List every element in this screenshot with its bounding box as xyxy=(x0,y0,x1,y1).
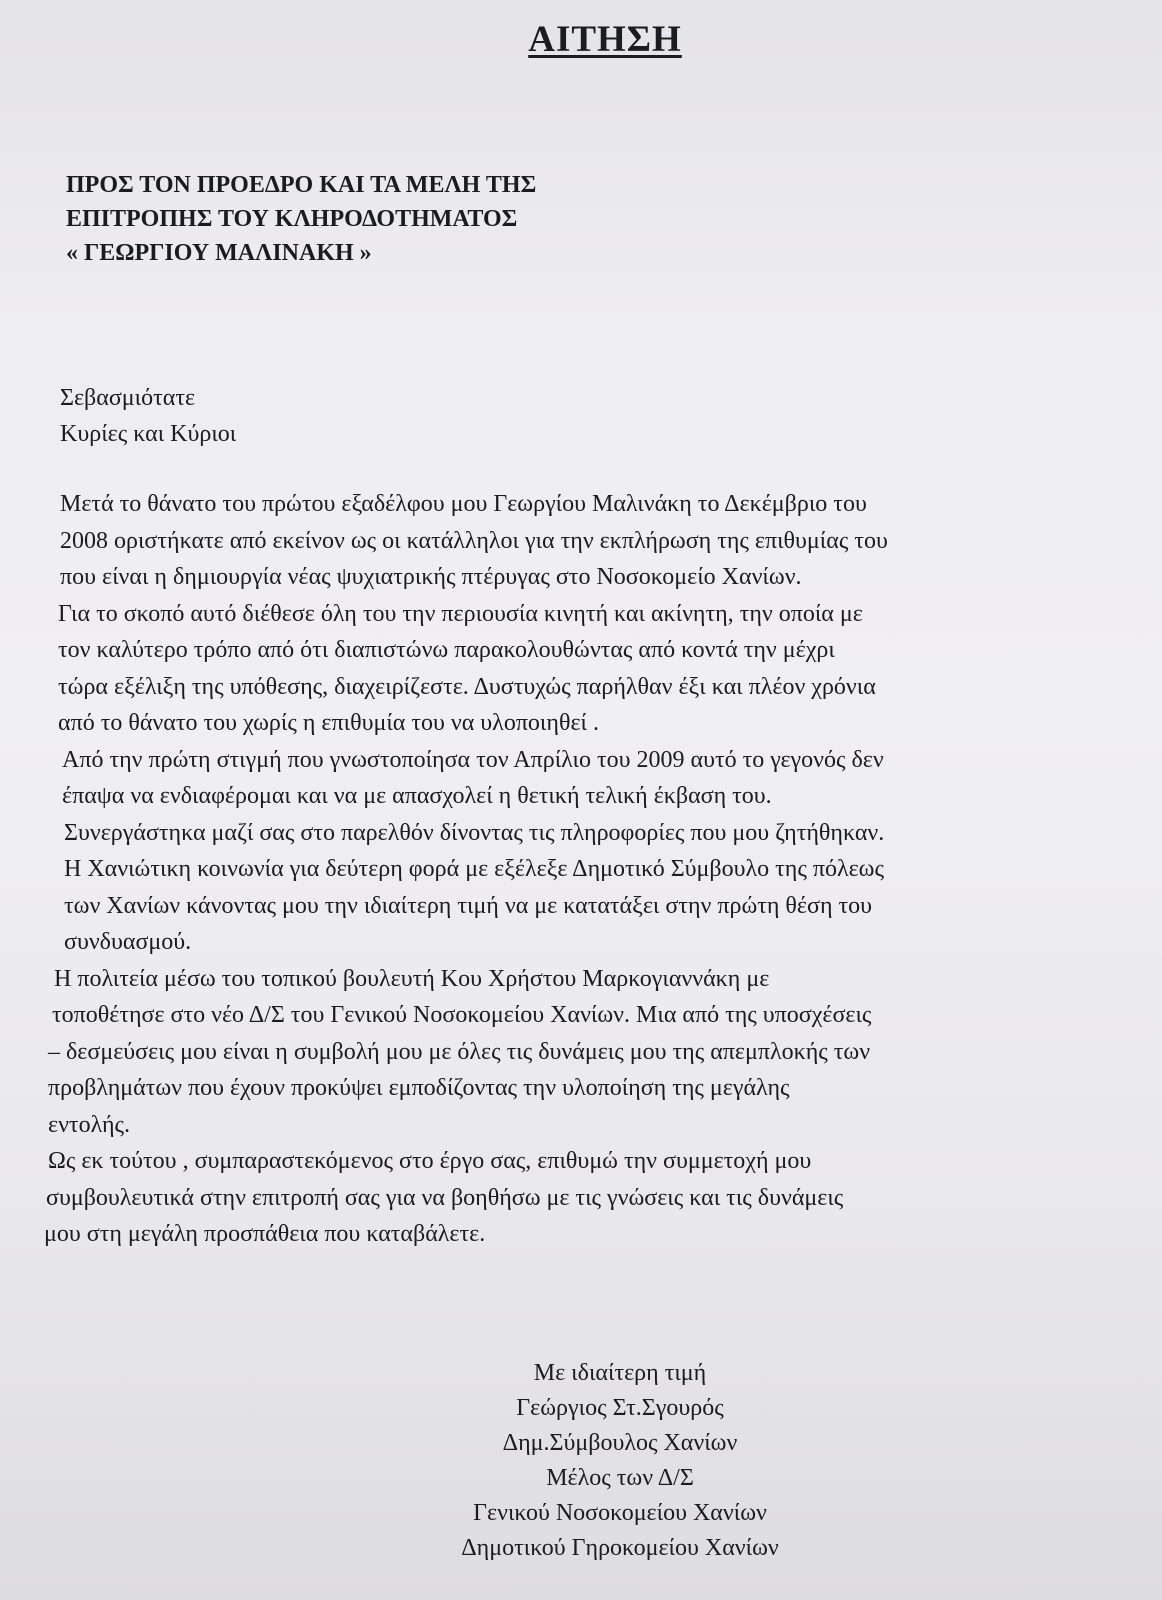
recipient-line: « ΓΕΩΡΓΙΟΥ ΜΑΛΙΝΑΚΗ » xyxy=(66,240,372,266)
body-line: Από την πρώτη στιγμή που γνωστοποίησα τον Απρίλιο του 2009 αυτό το γεγονός δεν xyxy=(62,746,884,773)
body-line: εντολής. xyxy=(48,1111,131,1138)
signer-name: Γεώργιος Στ.Σγουρός xyxy=(516,1395,724,1421)
signer-title: Δημοτικού Γηροκομείου Χανίων xyxy=(461,1535,779,1561)
body-line: που είναι η δημιουργία νέας ψυχιατρικής πτέρυγας στο Νοσοκομείο Χανίων. xyxy=(60,564,802,590)
salutation-line: Σεβασμιότατε xyxy=(60,385,196,411)
document-title: ΑΙΤΗΣΗ xyxy=(528,19,682,60)
body-line: 2008 οριστήκατε από εκείνον ως οι κατάλληλοι για την εκπλήρωση της επιθυμίας του xyxy=(60,527,888,554)
body-line: από το θάνατο του χωρίς η επιθυμία του να υλοποιηθεί . xyxy=(58,710,599,736)
body-line: Συνεργάστηκα μαζί σας στο παρελθόν δίνοντας τις πληροφορίες που μου ζητήθηκαν. xyxy=(64,819,885,846)
body-line: – δεσμεύσεις μου είναι η συμβολή μου με όλες τις δυνάμεις μου της απεμπλοκής των xyxy=(48,1038,871,1065)
body-line: τώρα εξέλιξη της υπόθεσης, διαχειρίζεστε. Δυστυχώς παρήλθαν έξι και πλέον χρόνια xyxy=(58,673,876,700)
body-line: προβλημάτων που έχουν προκύψει εμποδίζοντας την υλοποίηση της μεγάλης xyxy=(48,1075,790,1101)
signer-title: Μέλος των Δ/Σ xyxy=(546,1465,694,1491)
body-line: Για το σκοπό αυτό διέθεσε όλη του την περιουσία κινητή και ακίνητη, την οποία με xyxy=(58,600,863,627)
closing-line: Με ιδιαίτερη τιμή xyxy=(533,1360,707,1386)
body-line: έπαψα να ενδιαφέρομαι και να με απασχολεί η θετική τελική έκβαση του. xyxy=(62,783,772,809)
body-line: συμβουλευτικά στην επιτροπή σας για να βοηθήσω με τις γνώσεις και τις δυνάμεις xyxy=(46,1184,844,1211)
body-line: συνδυασμού. xyxy=(64,929,192,955)
body-line: μου στη μεγάλη προσπάθεια που καταβάλετε. xyxy=(44,1221,486,1247)
recipient-block xyxy=(66,168,536,270)
salutation-line: Κυρίες και Κύριοι xyxy=(60,421,237,447)
body-line: Ως εκ τούτου , συμπαραστεκόμενος στο έργο σας, επιθυμώ την συμμετοχή μου xyxy=(48,1148,812,1174)
body-line: τοποθέτησε στο νέο Δ/Σ του Γενικού Νοσοκομείου Χανίων. Μια από της υποσχέσεις xyxy=(52,1002,872,1028)
signer-title: Γενικού Νοσοκομείου Χανίων xyxy=(473,1500,767,1526)
salutation-block xyxy=(60,380,236,452)
body-line: Η πολιτεία μέσω του τοπικού βουλευτή Κου Χρήστου Μαρκογιαννάκη με xyxy=(54,965,770,992)
signer-title: Δημ.Σύμβουλος Χανίων xyxy=(502,1430,738,1456)
letter-body xyxy=(44,486,1138,1253)
signature-block xyxy=(360,1356,880,1566)
body-line: Η Χανιώτικη κοινωνία για δεύτερη φορά με εξέλεξε Δημοτικό Σύμβουλο της πόλεως xyxy=(64,856,884,882)
body-line: τον καλύτερο τρόπο από ότι διαπιστώνω παρακολουθώντας από κοντά την μέχρι xyxy=(58,637,835,663)
body-line: Μετά το θάνατο του πρώτου εξαδέλφου μου Γεωργίου Μαλινάκη το Δεκέμβριο του xyxy=(60,491,867,517)
body-line: των Χανίων κάνοντας μου την ιδιαίτερη τιμή να με κατατάξει στην πρώτη θέση του xyxy=(64,892,873,919)
recipient-line: ΕΠΙΤΡΟΠΗΣ ΤΟΥ ΚΛΗΡΟΔΟΤΗΜΑΤΟΣ xyxy=(66,206,518,232)
recipient-line: ΠΡΟΣ ΤΟΝ ΠΡΟΕΔΡΟ ΚΑΙ ΤΑ ΜΕΛΗ ΤΗΣ xyxy=(66,172,537,198)
